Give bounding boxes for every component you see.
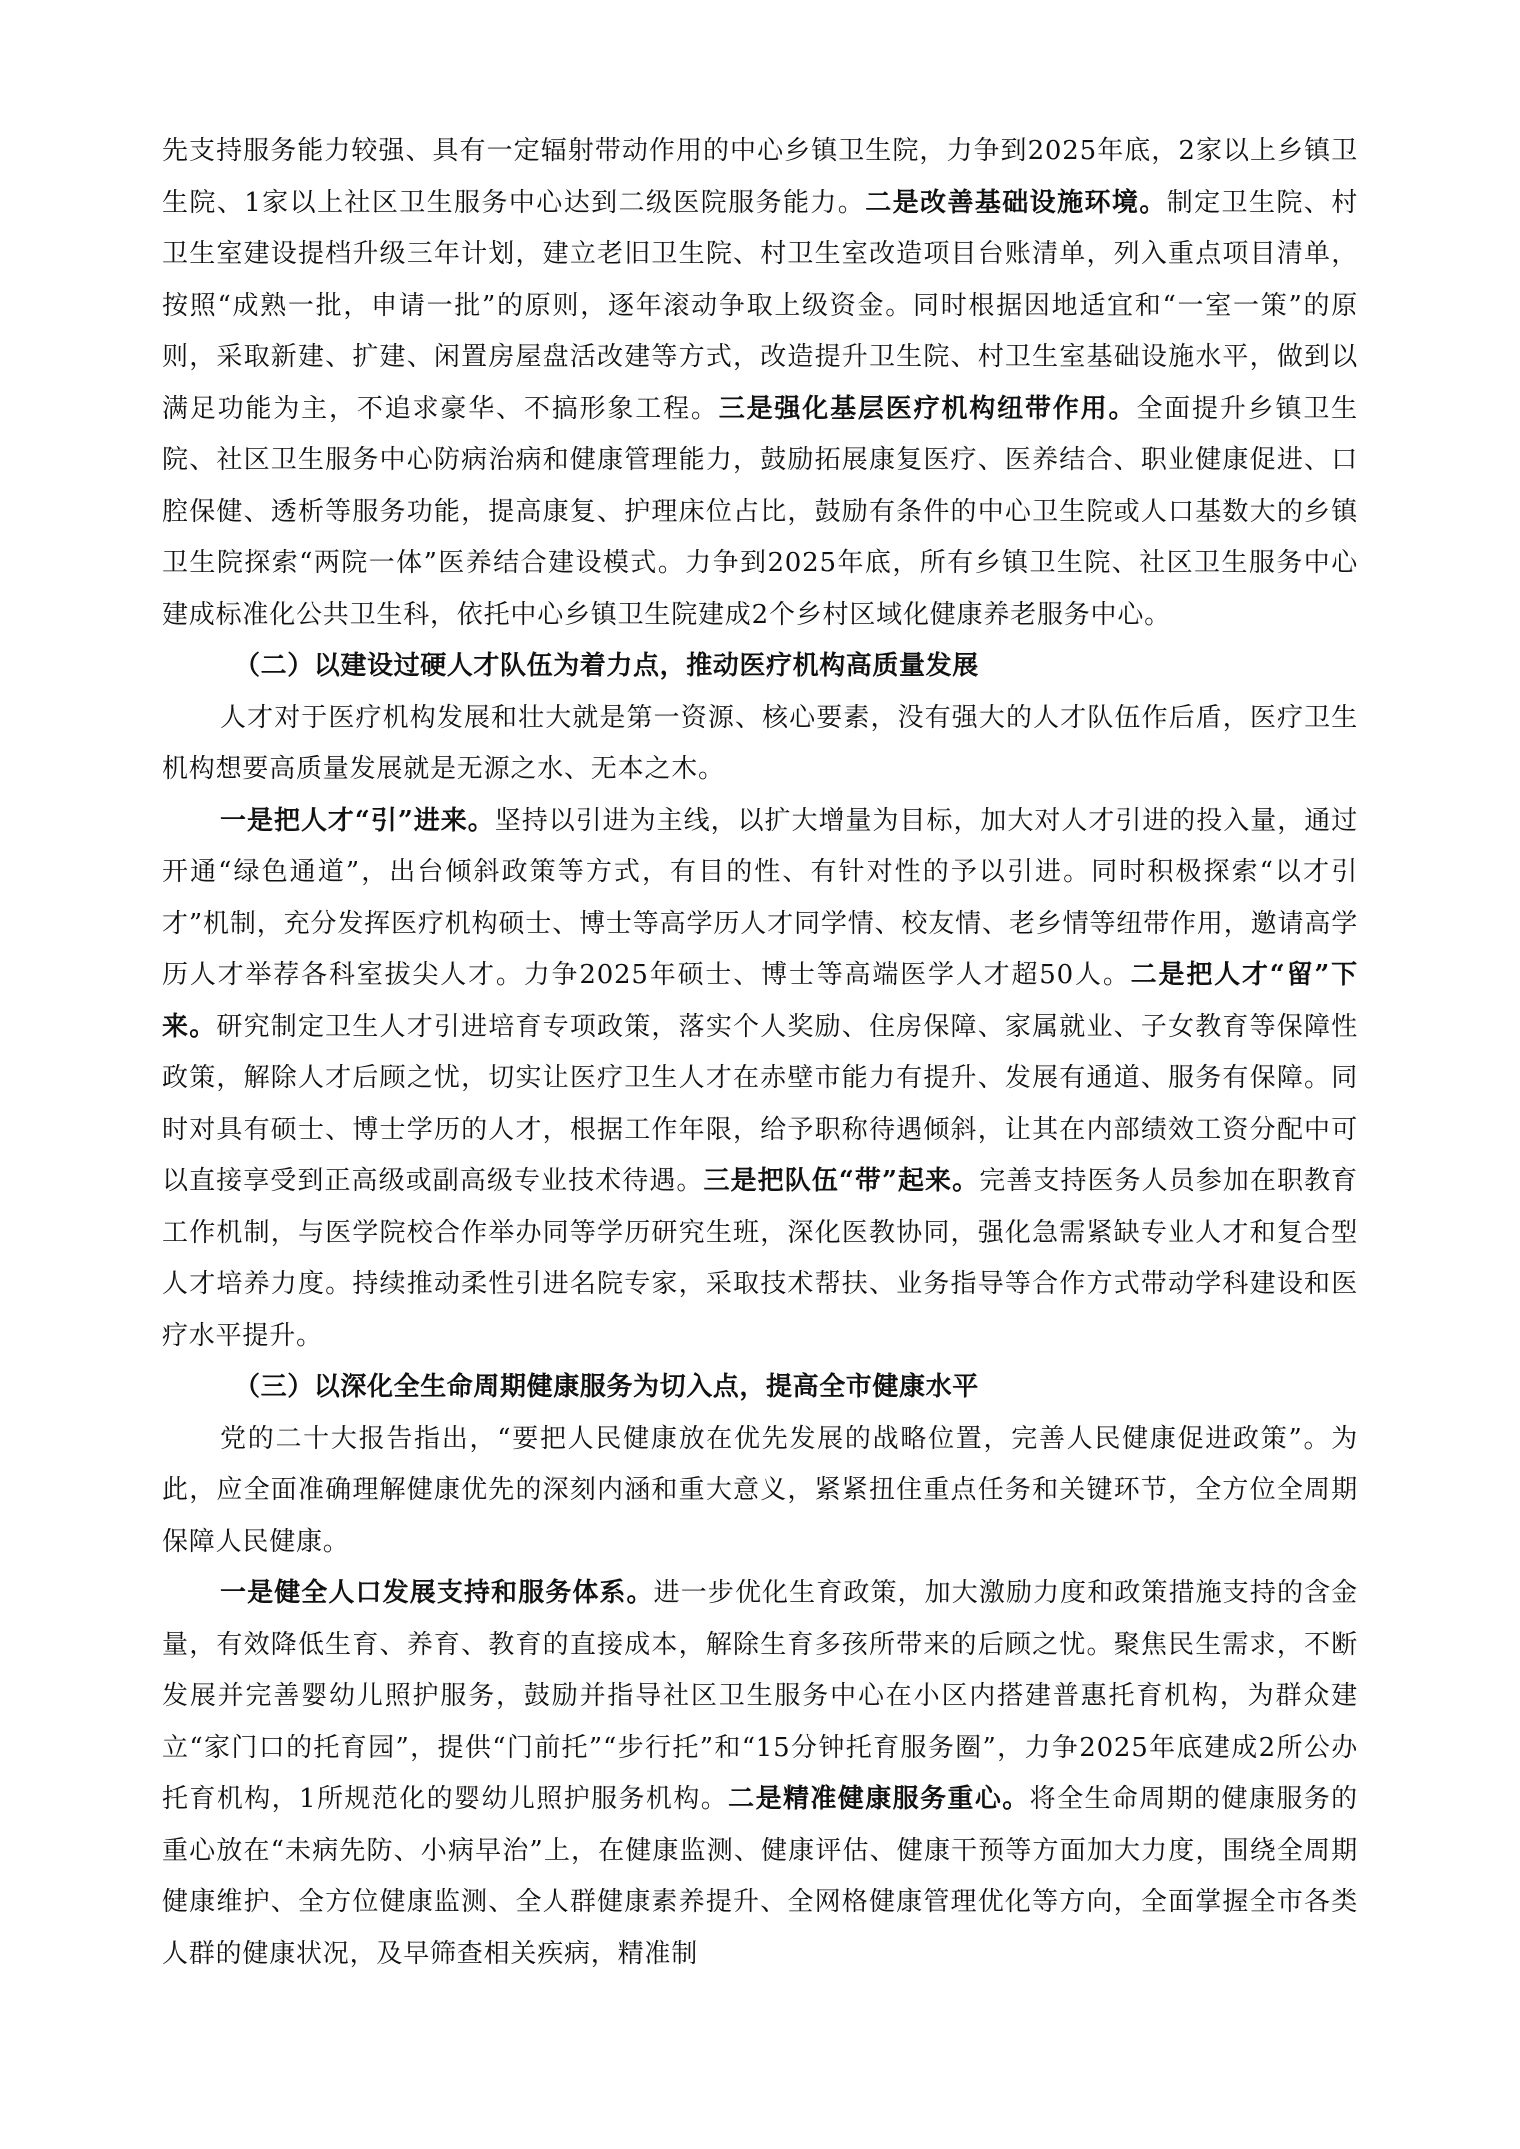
paragraph-text: 全面提升乡镇卫生院、社区卫生服务中心防病治病和健康管理能力，鼓励拓展康复医疗、医养结合、职业健康促进、口腔保健、透析等服务功能，提高康复、护理床位占比，鼓励有条件的中心卫生院或人口基数大的乡镇卫生院探索“两院一体”医养结合建设模式。力争到2025年底，所有乡镇卫生院、社区卫生服务中心建成标准化公共卫生科，依托中心乡镇卫生院建成2个乡村区域化健康养老服务中心。 bbox=[162, 393, 1358, 630]
bold-lead-phrase: 三是强化基层医疗机构纽带作用。 bbox=[718, 393, 1137, 424]
section-heading-lifecycle-health: （三）以深化全生命周期健康服务为切入点，提高全市健康水平 bbox=[234, 1372, 979, 1402]
bold-lead-phrase: 三是把队伍“带”起来。 bbox=[703, 1166, 980, 1196]
paragraph-grassroots-facilities bbox=[162, 126, 1358, 641]
bold-lead-phrase: 二是把人才“留”下来。 bbox=[162, 960, 1358, 1042]
bold-lead-phrase: 二是精准健康服务重心。 bbox=[728, 1784, 1030, 1814]
paragraph-lifecycle-measures bbox=[162, 1568, 1358, 1980]
paragraph-text: 研究制定卫生人才引进培育专项政策，落实个人奖励、住房保障、家属就业、子女教育等保障性政策，解除人才后顾之忧，切实让医疗卫生人才在赤壁市能力有提升、发展有通道、服务有保障。同时对具有硕士、博士学历的人才，根据工作年限，给予职称待遇倾斜，让其在内部绩效工资分配中可以直接享受到正高级或副高级专业技术待遇。 bbox=[162, 1011, 1358, 1196]
paragraph-text: 制定卫生院、村卫生室建设提档升级三年计划，建立老旧卫生院、村卫生室改造项目台账清单，列入重点项目清单，按照“成熟一批，申请一批”的原则，逐年滚动争取上级资金。同时根据因地适宜和“一室一策”的原则，采取新建、扩建、闲置房屋盘活改建等方式，改造提升卫生院、村卫生室基础设施水平，做到以满足功能为主，不追求豪华、不搞形象工程。 bbox=[162, 187, 1358, 424]
paragraph-text: 先支持服务能力较强、具有一定辐射带动作用的中心乡镇卫生院，力争到2025年底，2家以上乡镇卫生院、1家以上社区卫生服务中心达到二级医院服务能力。 bbox=[162, 136, 1358, 218]
section-heading-talent: （二）以建设过硬人才队伍为着力点，推动医疗机构高质量发展 bbox=[234, 651, 979, 681]
document-body bbox=[162, 126, 1358, 1980]
paragraph-text: 坚持以引进为主线，以扩大增量为目标，加大对人才引进的投入量，通过开通“绿色通道”，出台倾斜政策等方式，有目的性、有针对性的予以引进。同时积极探索“以才引才”机制，充分发挥医疗机构硕士、博士等高学历人才同学情、校友情、老乡情等纽带作用，邀请高学历人才举荐各科室拔尖人才。力争2025年硕士、博士等高端医学人才超50人。 bbox=[162, 805, 1358, 990]
paragraph-text: 进一步优化生育政策，加大激励力度和政策措施支持的含金量，有效降低生育、养育、教育的直接成本，解除生育多孩所带来的后顾之忧。聚焦民生需求，不断发展并完善婴幼儿照护服务，鼓励并指导社区卫生服务中心在小区内搭建普惠托育机构，为群众建立“家门口的托育园”，提供“门前托”“步行托”和“15分钟托育服务圈”，力争2025年底建成2所公办托育机构，1所规范化的婴幼儿照护服务机构。 bbox=[162, 1578, 1358, 1814]
paragraph-lifecycle-intro: 党的二十大报告指出，“要把人民健康放在优先发展的战略位置，完善人民健康促进政策”。为此，应全面准确理解健康优先的深刻内涵和重大意义，紧紧扭住重点任务和关键环节，全方位全周期保障人民健康。 bbox=[162, 1423, 1358, 1557]
bold-lead-phrase: 一是把人才“引”进来。 bbox=[220, 805, 495, 836]
paragraph-text: 将全生命周期的健康服务的重心放在“未病先防、小病早治”上，在健康监测、健康评估、健康干预等方面加大力度，围绕全周期健康维护、全方位健康监测、全人群健康素养提升、全网格健康管理优化等方向，全面掌握全市各类人群的健康状况，及早筛查相关疾病，精准制 bbox=[162, 1784, 1358, 1969]
bold-lead-phrase: 一是健全人口发展支持和服务体系。 bbox=[220, 1578, 654, 1608]
bold-lead-phrase: 二是改善基础设施环境。 bbox=[865, 187, 1167, 218]
paragraph-talent-intro: 人才对于医疗机构发展和壮大就是第一资源、核心要素，没有强大的人才队伍作后盾，医疗卫生机构想要高质量发展就是无源之水、无本之木。 bbox=[162, 702, 1358, 784]
paragraph-text: 完善支持医务人员参加在职教育工作机制，与医学院校合作举办同等学历研究生班，深化医教协同，强化急需紧缺专业人才和复合型人才培养力度。持续推动柔性引进名院专家，采取技术帮扶、业务指导等合作方式带动学科建设和医疗水平提升。 bbox=[162, 1166, 1358, 1351]
paragraph-talent-measures bbox=[162, 796, 1358, 1363]
